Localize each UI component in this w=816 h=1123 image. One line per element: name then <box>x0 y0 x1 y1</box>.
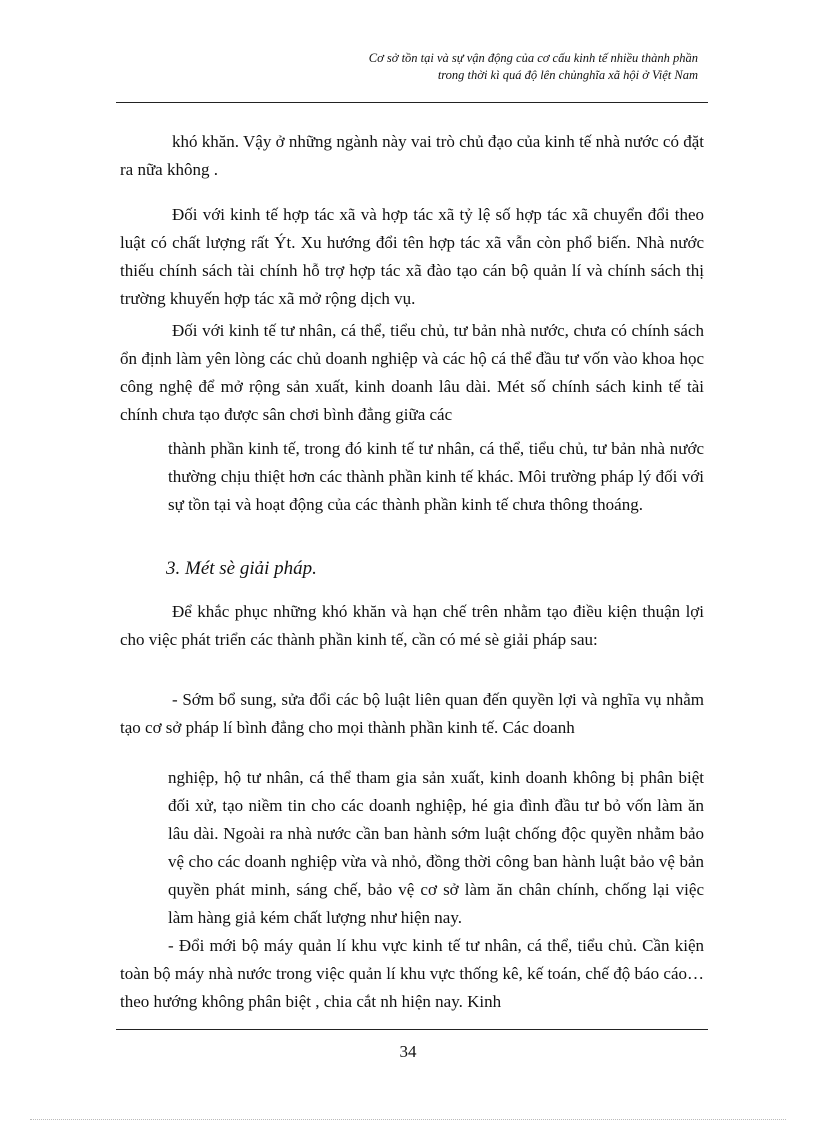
paragraph-5: Để khắc phục những khó khăn và hạn chế trên nhằm tạo điều kiện thuận lợi cho việc phát triển các thành phần kinh tế, cần có mé sè giải pháp sau: <box>120 602 704 649</box>
paragraph-7: nghiệp, hộ tư nhân, cá thể tham gia sản xuất, kinh doanh không bị phân biệt đối xử, tạo niềm tin cho các doanh nghiệp, hé gia đình đầu tư bỏ vốn làm ăn lâu dài. Ngoài ra nhà nước cần ban hành sớm luật chống độc quyền nhằm bảo vệ cho các doanh nghiệp vừa và nhỏ, đồng thời công ban hành luật bảo vệ bản quyền phát minh, sáng chế, bảo vệ cơ sở làm ăn chân chính, chống lại việc làm hàng giả kém chất lượng như hiện nay. <box>168 768 704 927</box>
paragraph-6: - Sớm bổ sung, sửa đổi các bộ luật liên quan đến quyền lợi và nghĩa vụ nhằm tạo cơ sở pháp lí bình đẳng cho mọi thành phần kinh tế. Các doanh <box>120 690 704 737</box>
page-number: 34 <box>399 1042 417 1061</box>
paragraph-4: thành phần kinh tế, trong đó kinh tế tư nhân, cá thể, tiểu chủ, tư bản nhà nước thường chịu thiệt hơn các thành phần kinh tế khác. Môi trường pháp lý đối với sự tồn tại và hoạt động của các thành phần kinh tế chưa thông thoáng. <box>168 439 704 514</box>
paragraph-2: Đối với kinh tế hợp tác xã và hợp tác xã tỷ lệ số hợp tác xã chuyển đổi theo luật có chất lượng rất Ýt. Xu hướng đổi tên hợp tác xã vẫn còn phổ biến. Nhà nước thiếu chính sách tài chính hỗ trợ hợp tác xã đào tạo cán bộ quản lí và chính sách thị trường khuyến hợp tác xã mở rộng dịch vụ. <box>120 205 704 308</box>
running-header <box>120 50 698 84</box>
page-edge-dotted-line <box>30 1119 786 1120</box>
paragraph-1: khó khăn. Vậy ở những ngành này vai trò chủ đạo của kinh tế nhà nước có đặt ra nữa không . <box>120 132 704 179</box>
header-line-2: trong thời kì quá độ lên chủnghĩa xã hội ở Việt Nam <box>437 68 698 82</box>
header-line-1: Cơ sở tồn tại và sự vận động của cơ cấu kinh tế nhiều thành phần <box>368 51 698 65</box>
footer-divider <box>116 1029 708 1030</box>
paragraph-8: - Đổi mới bộ máy quản lí khu vực kinh tế tư nhân, cá thể, tiểu chủ. Cần kiện toàn bộ máy nhà nước trong việc quản lí khu vực thống kê, kế toán, chế độ báo cáo… theo hướng không phân biệt , chia cắt nh hiện nay. Kinh <box>120 936 704 1011</box>
header-divider <box>116 102 708 103</box>
section-heading: 3. Mét sè giải pháp. <box>166 558 317 579</box>
paragraph-3: Đối với kinh tế tư nhân, cá thể, tiểu chủ, tư bản nhà nước, chưa có chính sách ổn định làm yên lòng các chủ doanh nghiệp và các hộ cá thể đầu tư vốn vào khoa học công nghệ để mở rộng sản xuất, kinh doanh lâu dài. Mét số chính sách kinh tế tài chính chưa tạo được sân chơi bình đẳng giữa các <box>120 321 704 424</box>
